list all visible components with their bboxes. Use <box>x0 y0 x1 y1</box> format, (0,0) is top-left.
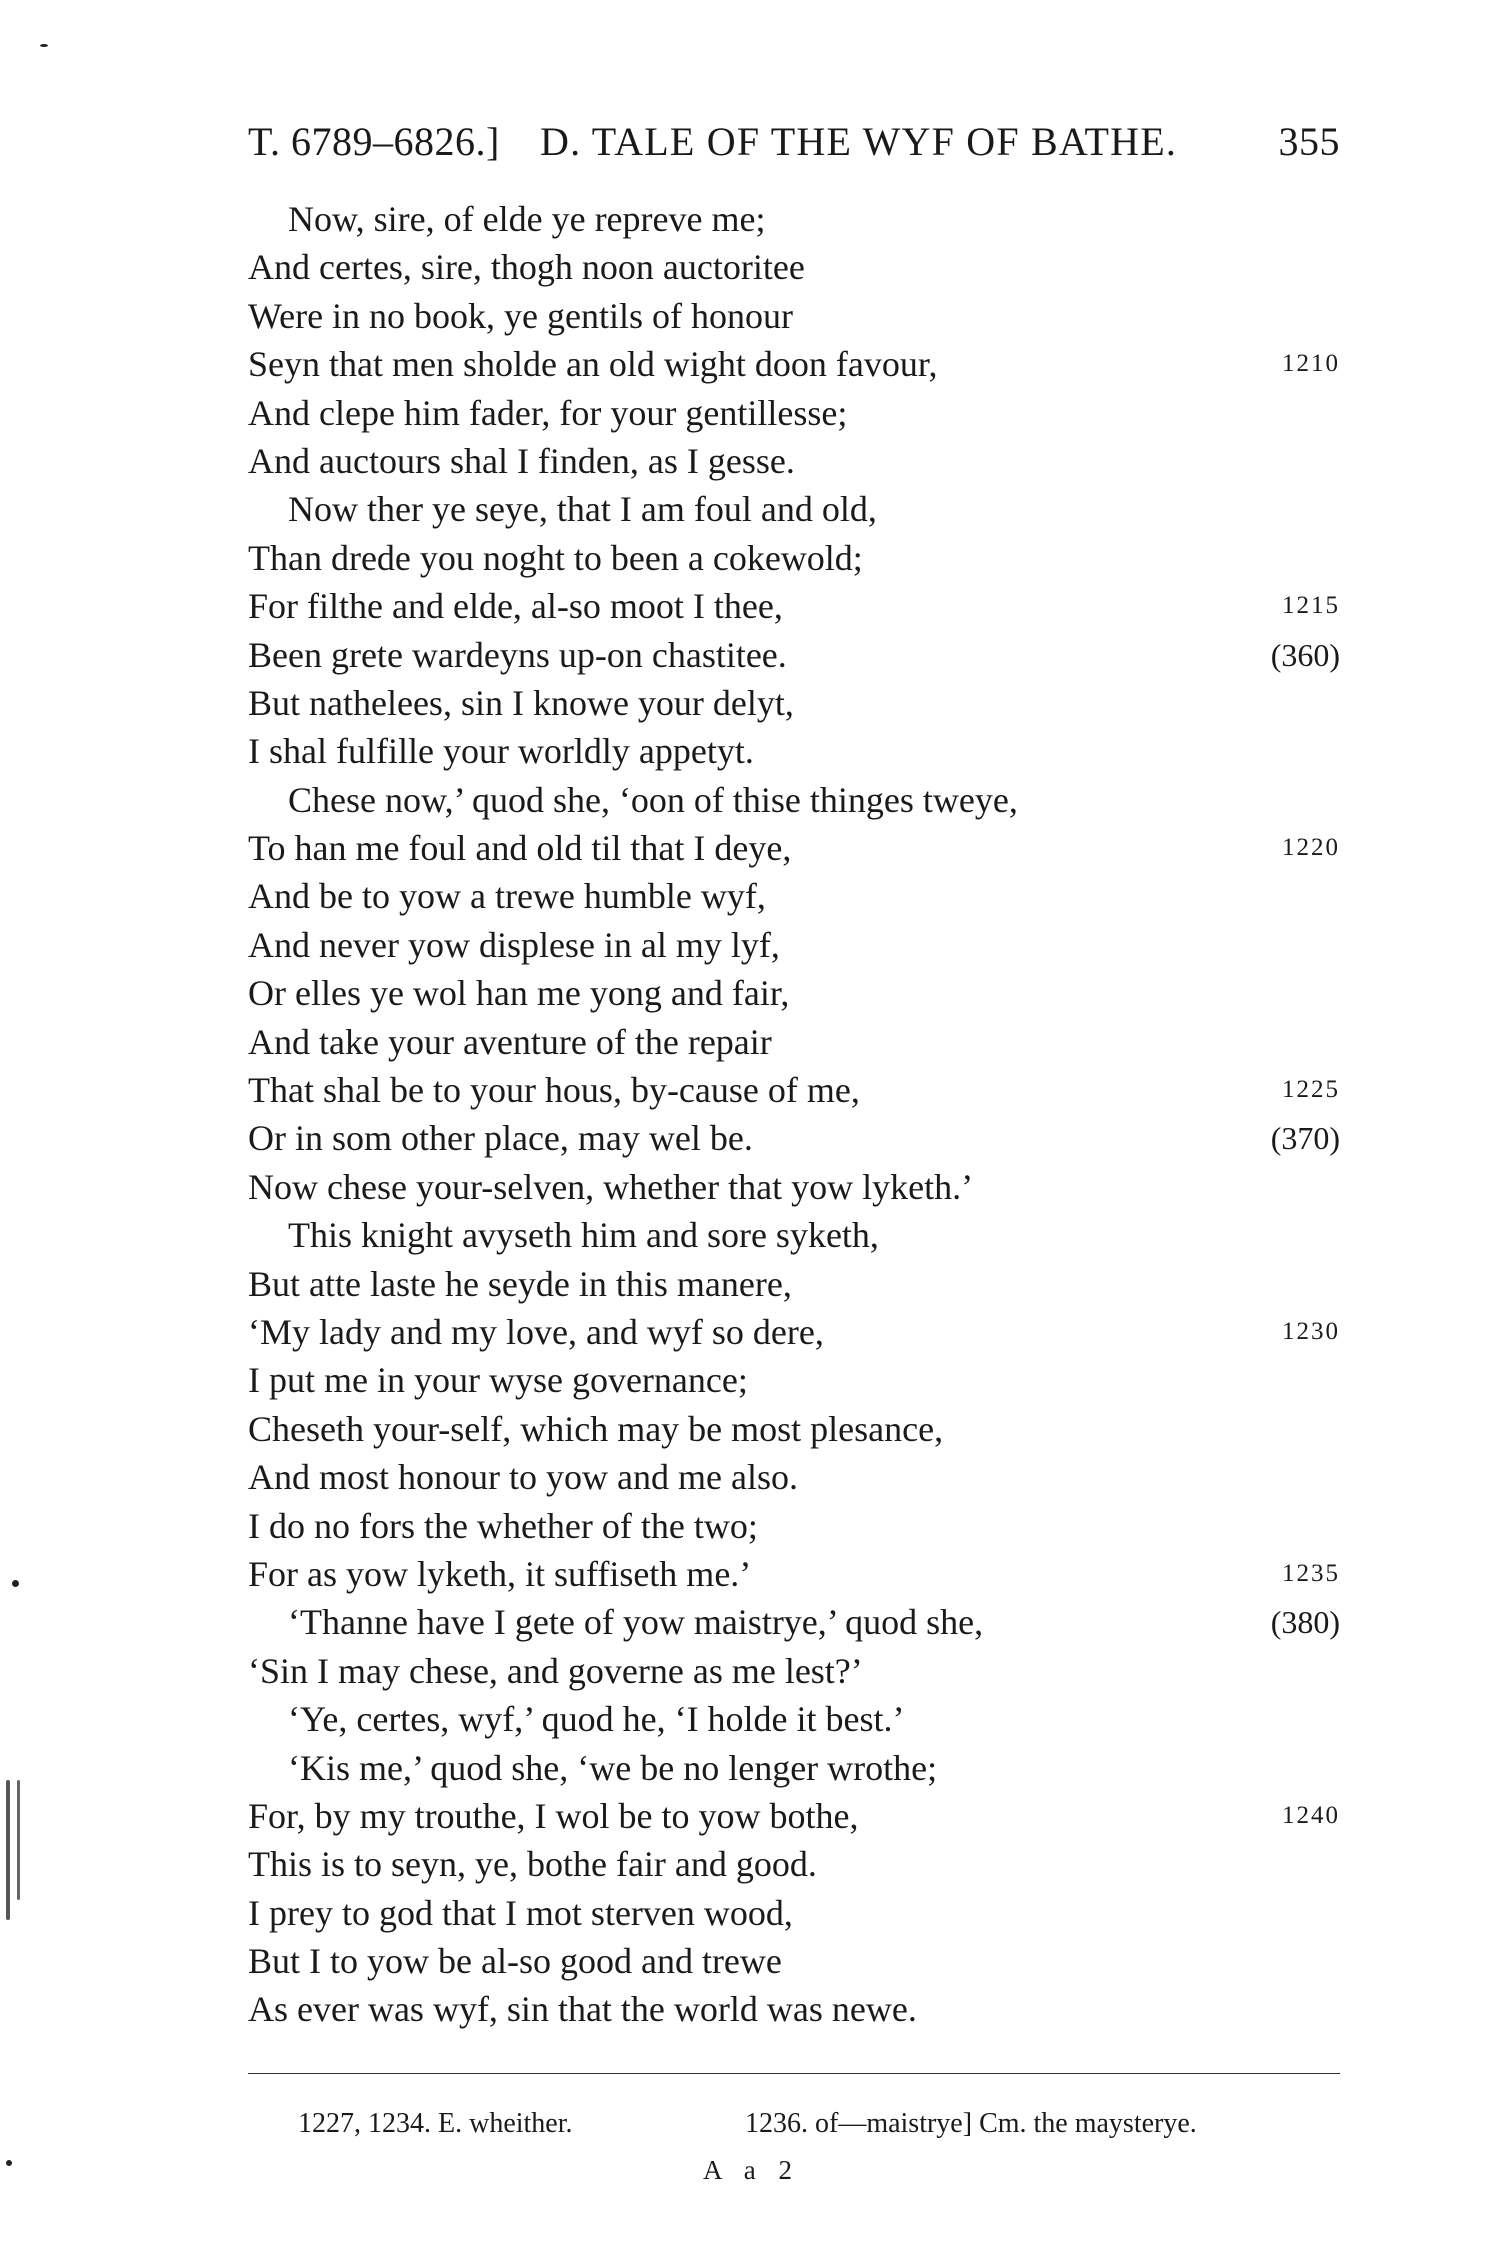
poem-line <box>248 824 1340 872</box>
alt-line-number: (370) <box>1270 1120 1340 1157</box>
poem-line <box>248 1018 1340 1066</box>
poem-line-text: Been grete wardeyns up-on chastitee. <box>248 634 787 675</box>
poem-line <box>248 1502 1340 1550</box>
poem-line <box>248 872 1340 920</box>
line-number: 1235 <box>1282 1559 1340 1587</box>
poem-line <box>248 1308 1340 1356</box>
poem-line-text: And certes, sire, thogh noon auctoritee <box>248 247 805 288</box>
poem-line <box>248 1453 1340 1501</box>
poem-line-text: Or in som other place, may wel be. <box>248 1118 753 1159</box>
poem-line-text: ‘Thanne have I gete of yow maistrye,’ quod she, <box>288 1602 984 1643</box>
poem-line-text: As ever was wyf, sin that the world was newe. <box>248 1989 917 2030</box>
alt-line-number: (380) <box>1270 1604 1340 1641</box>
poem-line-text: And most honour to yow and me also. <box>248 1457 798 1498</box>
poem-line <box>248 195 1340 243</box>
poem-line-text: Than drede you noght to been a cokewold; <box>248 537 863 578</box>
poem-line <box>248 485 1340 533</box>
poem-line-text: And clepe him fader, for your gentillesse; <box>248 392 848 433</box>
line-number: 1240 <box>1282 1801 1340 1829</box>
poem-line <box>248 679 1340 727</box>
poem-line-text: And auctours shal I finden, as I gesse. <box>248 440 795 481</box>
poem-line <box>248 631 1340 679</box>
poem-line <box>248 1647 1340 1695</box>
poem-line-text: This knight avyseth him and sore syketh, <box>288 1215 879 1256</box>
poem-line <box>248 1211 1340 1259</box>
poem-line <box>248 969 1340 1017</box>
poem-line <box>248 534 1340 582</box>
poem-line-text: Cheseth your-self, which may be most plesance, <box>248 1408 944 1449</box>
poem-line <box>248 1840 1340 1888</box>
poem-line <box>248 1163 1340 1211</box>
poem-line <box>248 1598 1340 1646</box>
poem-line-text: But I to yow be al-so good and trewe <box>248 1941 782 1982</box>
poem-line-text: To han me foul and old til that I deye, <box>248 828 792 869</box>
poem-line <box>248 1550 1340 1598</box>
poem-line <box>248 340 1340 388</box>
poem-line <box>248 243 1340 291</box>
running-title: D. TALE OF THE WYF OF BATHE. <box>540 119 1178 164</box>
poem-line-text: For as yow lyketh, it suffiseth me.’ <box>248 1553 752 1594</box>
poem-line-text: And take your aventure of the repair <box>248 1021 772 1062</box>
poem-line <box>248 1792 1340 1840</box>
poem-line <box>248 1356 1340 1404</box>
poem-line-text: Now ther ye seye, that I am foul and old, <box>288 489 877 530</box>
poem-line-text: Now, sire, of elde ye repreve me; <box>288 199 766 239</box>
poem-line-text: This is to seyn, ye, bothe fair and good. <box>248 1844 817 1885</box>
scan-speck <box>6 2160 12 2166</box>
poem-line-text: ‘Kis me,’ quod she, ‘we be no lenger wrothe; <box>288 1747 938 1788</box>
line-number: 1230 <box>1282 1317 1340 1345</box>
poem-line <box>248 292 1340 340</box>
poem-line-text: And never yow displese in al my lyf, <box>248 924 780 965</box>
printer-signature: A a 2 <box>703 2155 800 2185</box>
poem-line-text: Were in no book, ye gentils of honour <box>248 295 793 336</box>
poem-line <box>248 1066 1340 1114</box>
poem-line-text: I put me in your wyse governance; <box>248 1360 748 1401</box>
footnote-rule <box>248 2073 1340 2074</box>
scan-speck <box>40 44 48 47</box>
poem-line-text: But atte laste he seyde in this manere, <box>248 1263 792 1304</box>
poem-line <box>248 727 1340 775</box>
poem-line-text: ‘Sin I may chese, and governe as me lest?’ <box>248 1650 863 1691</box>
poem-line-text: ‘Ye, certes, wyf,’ quod he, ‘I holde it best.’ <box>288 1699 905 1740</box>
poem-line-text: That shal be to your hous, by-cause of me, <box>248 1070 860 1111</box>
poem-line <box>248 1695 1340 1743</box>
poem-line <box>248 1114 1340 1162</box>
footnote-right: 1236. of—maistrye] Cm. the maysterye. <box>745 2108 1197 2139</box>
line-number: 1215 <box>1282 592 1340 620</box>
poem-line-text: I shal fulfille your worldly appetyt. <box>248 731 754 772</box>
poem-line <box>248 776 1340 824</box>
poem-line <box>248 1985 1340 2033</box>
scan-speck <box>12 1580 19 1587</box>
line-number: 1210 <box>1282 350 1340 378</box>
running-header <box>248 112 1340 172</box>
poem-line-text: And be to yow a trewe humble wyf, <box>248 876 766 917</box>
footnote-left: 1227, 1234. E. wheither. <box>298 2108 573 2139</box>
line-number: 1225 <box>1282 1076 1340 1104</box>
poem-line-text: ‘My lady and my love, and wyf so dere, <box>248 1311 824 1352</box>
poem-line-text: Now chese your-selven, whether that yow lyketh.’ <box>248 1166 974 1207</box>
poem-line-text: Or elles ye wol han me yong and fair, <box>248 973 790 1014</box>
scan-speck <box>17 1780 20 1900</box>
poem-line-text: For, by my trouthe, I wol be to yow bothe, <box>248 1795 859 1836</box>
line-range: T. 6789–6826.] <box>248 119 500 164</box>
poem-line-text: Seyn that men sholde an old wight doon favour, <box>248 344 938 385</box>
poem-line <box>248 437 1340 485</box>
poem-line <box>248 582 1340 630</box>
poem-line-text: I do no fors the whether of the two; <box>248 1505 758 1546</box>
poem-line-text: But nathelees, sin I knowe your delyt, <box>248 682 794 723</box>
poem-line <box>248 1937 1340 1985</box>
poem-text <box>248 195 1340 2034</box>
alt-line-number: (360) <box>1270 636 1340 673</box>
page-number: 355 <box>1278 119 1340 164</box>
poem-line <box>248 1889 1340 1937</box>
poem-line <box>248 1744 1340 1792</box>
poem-line <box>248 389 1340 437</box>
poem-line <box>248 921 1340 969</box>
poem-line <box>248 1405 1340 1453</box>
scan-speck <box>6 1780 10 1920</box>
poem-line-text: I prey to god that I mot sterven wood, <box>248 1892 793 1933</box>
poem-line-text: For filthe and elde, al-so moot I thee, <box>248 586 783 627</box>
poem-line-text: Chese now,’ quod she, ‘oon of thise thinges tweye, <box>288 779 1018 820</box>
line-number: 1220 <box>1282 834 1340 862</box>
poem-line <box>248 1260 1340 1308</box>
